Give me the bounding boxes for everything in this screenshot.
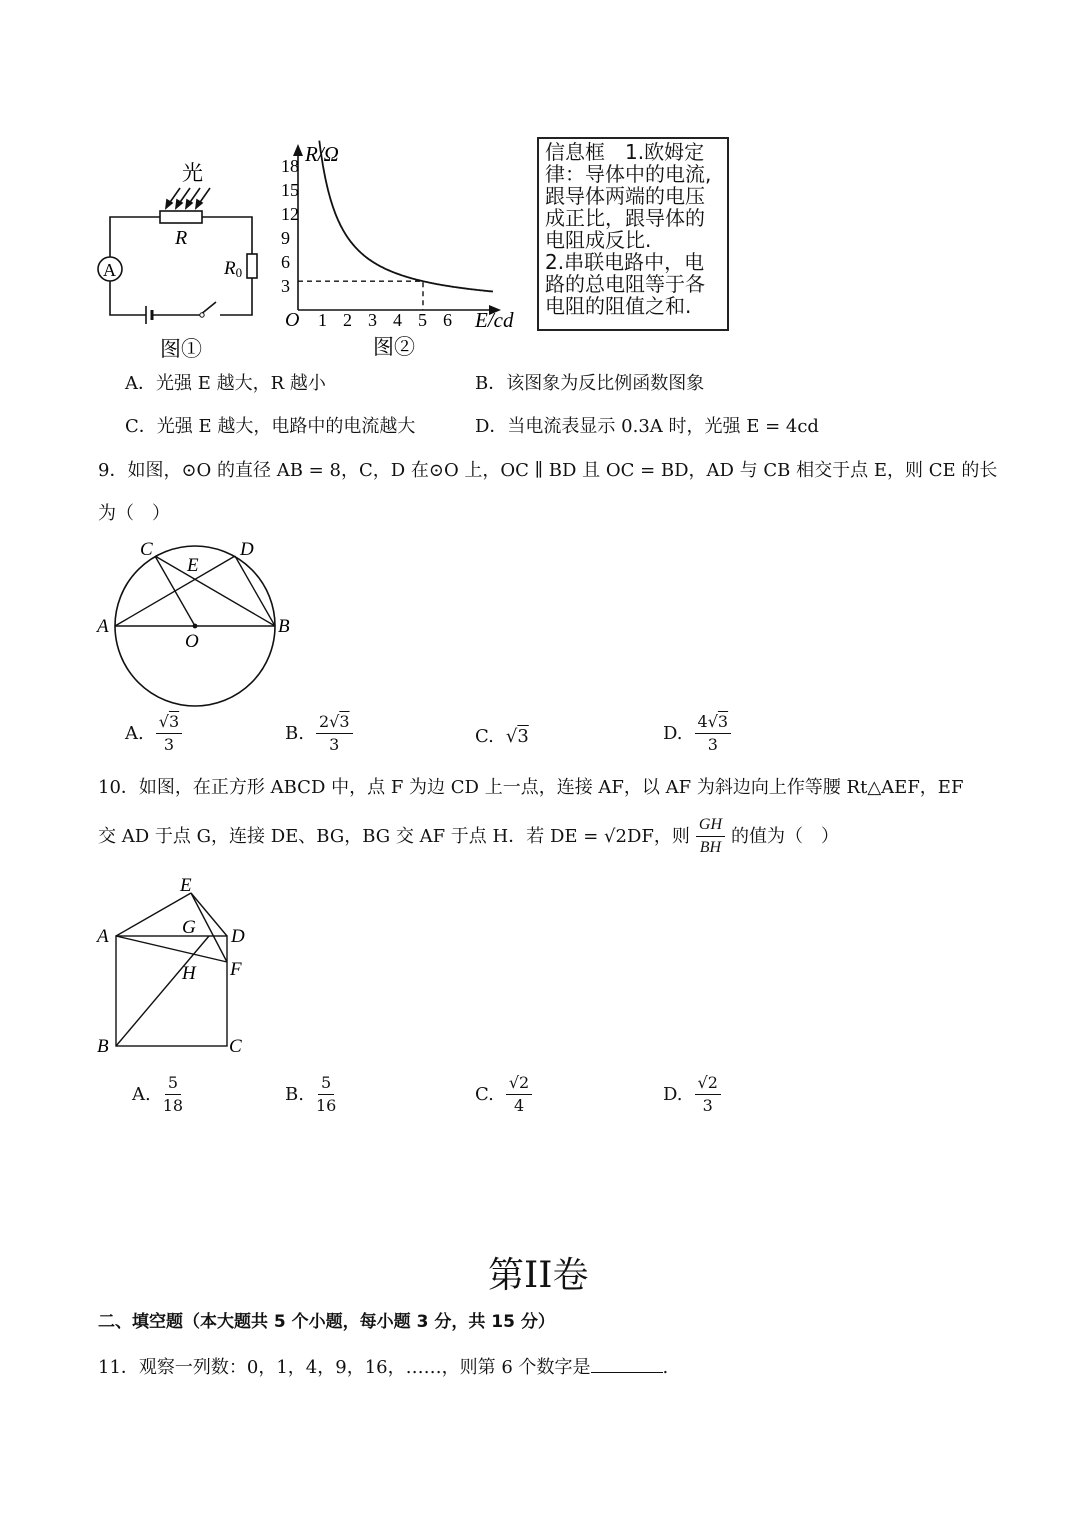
svg-text:A: A <box>97 926 109 947</box>
section-title: 第II卷 <box>488 1255 589 1296</box>
svg-text:C: C <box>140 539 153 560</box>
svg-text:A: A <box>103 260 116 280</box>
svg-text:E: E <box>180 875 192 896</box>
y-tick-label: 9 <box>281 228 290 248</box>
origin-label: O <box>285 309 300 331</box>
info-line: 2.串联电路中，电 <box>545 250 705 274</box>
y-tick-label: 3 <box>281 276 290 296</box>
q8-option-a[interactable]: A．光强 E 越大，R 越小 <box>125 373 326 394</box>
svg-text:O: O <box>185 631 199 652</box>
switch-icon <box>200 313 204 317</box>
inverse-curve <box>319 141 493 292</box>
q8-option-b[interactable]: B．该图象为反比例函数图象 <box>475 373 705 394</box>
q8-option-d[interactable]: D．当电流表显示 0.3A 时，光强 E = 4cd <box>475 416 819 437</box>
info-line: 律：导体中的电流, <box>545 162 712 186</box>
svg-text:C: C <box>229 1036 242 1057</box>
light-label: 光 <box>182 161 203 185</box>
x-tick-label: 6 <box>443 310 452 330</box>
q10-option-d[interactable]: D. $\frac{√2}{3}$ <box>663 1074 721 1115</box>
y-tick-label: 15 <box>281 180 299 200</box>
svg-text:E: E <box>187 555 199 576</box>
x-tick-label: 4 <box>393 310 402 330</box>
q9-stem-line1: 9．如图，⊙O 的直径 AB = 8，C，D 在⊙O 上，OC ∥ BD 且 OC = BD，AD 与 CB 相交于点 E，则 CE 的长 <box>98 460 998 481</box>
x-tick-label: 1 <box>318 310 327 330</box>
q10-square-figure <box>92 875 252 1060</box>
y-tick-label: 12 <box>281 204 299 224</box>
svg-text:H: H <box>182 963 196 984</box>
q10-stem-line2: 交 AD 于点 G，连接 DE、BG，BG 交 AF 于点 H．若 DE = √2DF，则 $\frac{GH}{BH}$ 的值为（ ） <box>98 816 839 856</box>
r0-label: R0 <box>224 258 243 280</box>
q9-option-a[interactable]: A. $\frac{√3}{3}$ <box>125 713 182 754</box>
svg-text:B: B <box>97 1036 109 1057</box>
info-line: 路的总电阻等于各 <box>545 272 705 296</box>
x-tick-label: 2 <box>343 310 352 330</box>
q10-option-b[interactable]: B. $\frac{5}{16}$ <box>285 1073 337 1115</box>
fig1-caption: 图① <box>160 337 202 361</box>
info-line: 电阻成反比. <box>545 228 652 252</box>
info-line: 成正比，跟导体的 <box>545 206 705 230</box>
svg-text:D: D <box>240 539 254 560</box>
light-arrows-icon <box>166 188 210 208</box>
q11-stem: 11．观察一列数：0，1，4，9，16，……，则第 6 个数字是 . <box>98 1354 668 1380</box>
resistor-r0 <box>247 254 257 278</box>
circuit-figure <box>90 150 280 365</box>
q10-option-a[interactable]: A. $\frac{5}{18}$ <box>132 1073 184 1115</box>
info-line: 信息框 1.欧姆定 <box>545 140 705 164</box>
q9-option-d[interactable]: D. $\frac{4√3}{3}$ <box>663 713 731 754</box>
resistor-r <box>160 211 202 223</box>
q9-option-b[interactable]: B. $\frac{2√3}{3}$ <box>285 713 353 754</box>
r-label: R <box>175 227 188 249</box>
svg-text:G: G <box>182 917 196 938</box>
q8-option-c[interactable]: C．光强 E 越大，电路中的电流越大 <box>125 416 416 437</box>
gh-bh-fraction: $\frac{GH}{BH}$ <box>696 816 725 857</box>
q9-stem-line2: 为（ ） <box>98 503 170 524</box>
x-axis-label: E/cd <box>475 308 514 332</box>
dashed-guide <box>298 281 423 310</box>
q9-circle-figure <box>92 535 302 713</box>
x-tick-label: 5 <box>418 310 427 330</box>
q11-answer-blank[interactable] <box>591 1354 663 1373</box>
y-tick-label: 6 <box>281 252 290 272</box>
x-tick-label: 3 <box>368 310 377 330</box>
svg-text:A: A <box>97 616 109 637</box>
q9-option-c[interactable]: C. √3 <box>475 726 529 747</box>
svg-text:B: B <box>278 616 290 637</box>
y-tick-label: 18 <box>281 156 299 176</box>
section-heading: 二、填空题（本大题共 5 个小题，每小题 3 分，共 15 分） <box>98 1312 555 1332</box>
info-line: 电阻的阻值之和. <box>545 294 692 318</box>
q10-stem-line1: 10．如图，在正方形 ABCD 中，点 F 为边 CD 上一点，连接 AF，以 AF 为斜边向上作等腰 Rt△AEF，EF <box>98 777 964 798</box>
q10-option-c[interactable]: C. $\frac{√2}{4}$ <box>475 1074 532 1115</box>
r-e-graph <box>275 140 530 365</box>
y-axis-label: R/Ω <box>305 142 339 166</box>
info-box <box>537 137 729 331</box>
info-line: 跟导体两端的电压 <box>545 184 705 208</box>
svg-text:D: D <box>231 926 245 947</box>
fig2-caption: 图② <box>373 335 415 359</box>
svg-text:F: F <box>230 959 242 980</box>
y-axis-arrow-icon <box>293 144 303 156</box>
